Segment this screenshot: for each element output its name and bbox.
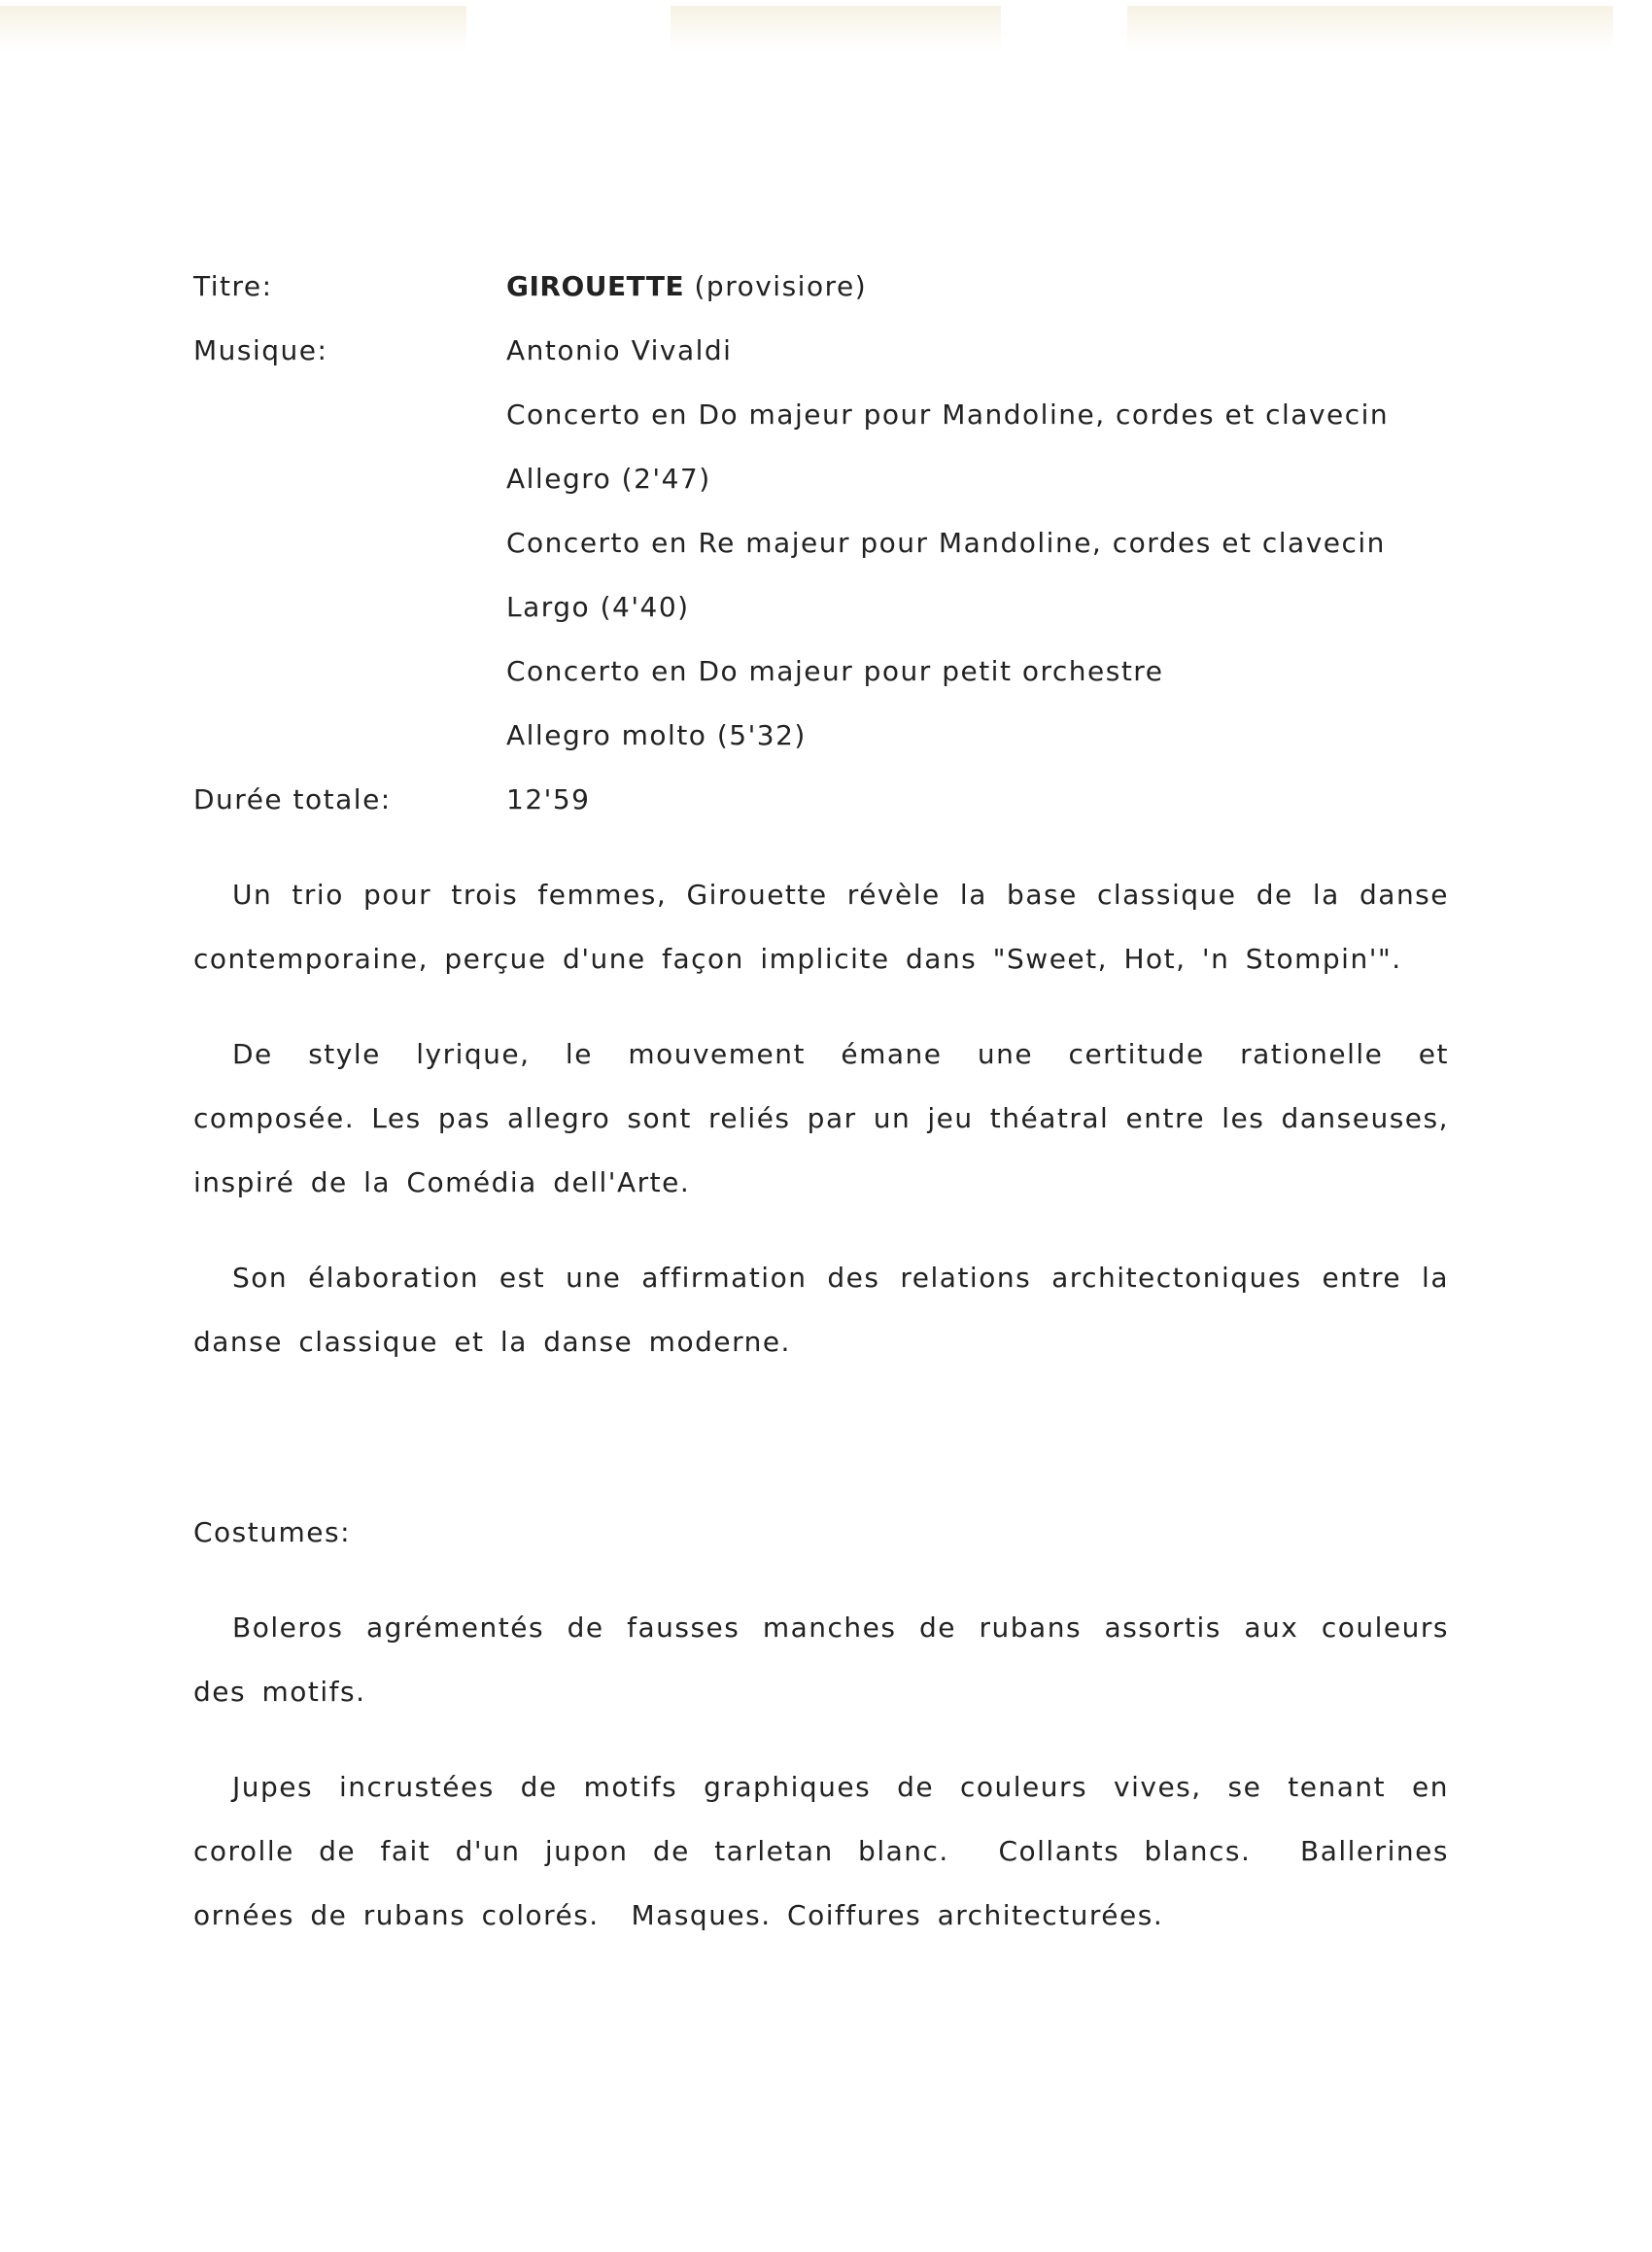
duration-row (193, 768, 1449, 832)
music-line: Largo (4'40) (506, 591, 690, 623)
music-row (193, 640, 1449, 704)
title-row (193, 255, 1449, 319)
costumes-heading: Costumes: (193, 1516, 352, 1548)
music-row (193, 447, 1449, 511)
scan-edge-shade (1127, 6, 1613, 51)
document-body (193, 255, 1465, 1948)
music-row (193, 511, 1449, 575)
duree-label: Durée totale: (193, 783, 392, 815)
description-paragraph: Son élaboration est une affirmation des relations architectoniques entre la danse classique et la danse moderne. (193, 1262, 1449, 1358)
music-line: Concerto en Do majeur pour Mandoline, cordes et clavecin (506, 398, 1390, 431)
costumes-paragraph: Boleros agrémentés de fausses manches de rubans assortis aux couleurs des motifs. (193, 1611, 1449, 1708)
scan-edge-shade (671, 6, 1001, 51)
work-title-note: (provisiore) (684, 270, 868, 302)
musique-label: Musique: (193, 334, 328, 366)
music-line: Concerto en Re majeur pour Mandoline, cordes et clavecin (506, 527, 1386, 559)
duree-value: 12'59 (506, 783, 591, 815)
music-line: Antonio Vivaldi (506, 334, 733, 366)
description-paragraph: Un trio pour trois femmes, Girouette révèle la base classique de la danse contemporaine, perçue d'une façon implicite dans "Sweet, Hot, 'n Stompin'". (193, 879, 1449, 975)
music-line: Allegro (2'47) (506, 463, 711, 495)
costumes-paragraph: Jupes incrustées de motifs graphiques de couleurs vives, se tenant en corolle de fait d'un jupon de tarletan blanc. Collants blancs. Ballerines ornées de rubans colorés. Masques. Coiffures architecturées. (193, 1771, 1465, 1931)
description-paragraph: De style lyrique, le mouvement émane une certitude rationelle et composée. Les pas allegro sont reliés par un jeu théatral entre les danseuses, inspiré de la Comédia dell'Arte. (193, 1038, 1449, 1198)
work-title: GIROUETTE (506, 270, 685, 302)
titre-value-group (506, 255, 1449, 319)
music-row (193, 383, 1449, 447)
music-line: Concerto en Do majeur pour petit orchestre (506, 655, 1164, 687)
music-line: Allegro molto (5'32) (506, 719, 807, 751)
music-row (193, 319, 1449, 383)
music-row (193, 575, 1449, 640)
titre-label: Titre: (193, 270, 273, 302)
scan-edge-shade (0, 6, 466, 51)
music-row (193, 704, 1449, 768)
